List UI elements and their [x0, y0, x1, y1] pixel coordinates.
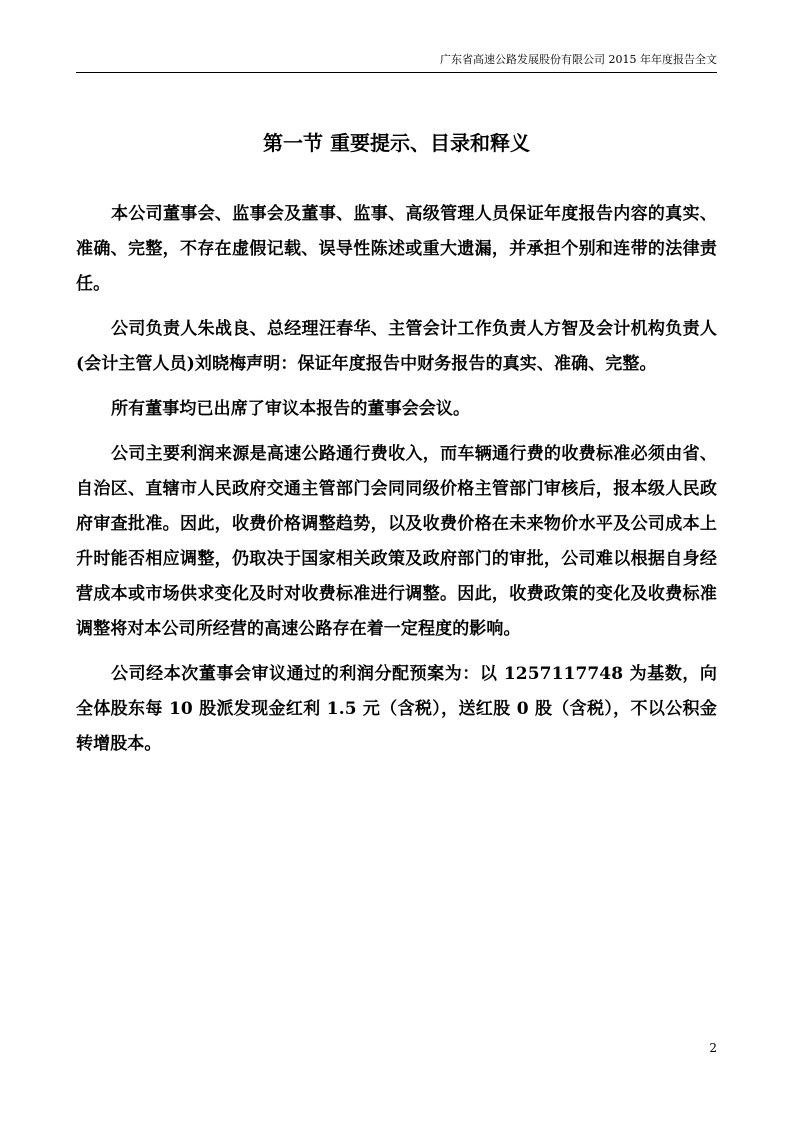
- section-title: 第一节 重要提示、目录和释义: [263, 131, 530, 155]
- paragraph-directors-attendance: 所有董事均已出席了审议本报告的董事会会议。: [111, 399, 471, 419]
- paragraph-board-guarantee: 本公司董事会、监事会及董事、监事、高级管理人员保证年度报告内容的真实、准确、完整，不存在虚假记载、误导性陈述或重大遗漏，并承担个别和连带的法律责任。: [76, 204, 717, 294]
- body-text: [76, 197, 717, 772]
- paragraph-toll-revenue-risk: 公司主要利润来源是高速公路通行费收入，而车辆通行费的收费标准必须由省、自治区、直辖市人民政府交通主管部门会同同级价格主管部门审核后，报本级人民政府审查批准。因此，收费价格调整趋势，以及收费价格在未来物价水平及公司成本上升时能否相应调整，仍取决于国家相关政策及政府部门的审批，公司难以根据自身经营成本或市场供求变化及时对收费标准进行调整。因此，收费政策的变化及收费标准调整将对本公司所经营的高速公路存在着一定程度的影响。: [76, 444, 717, 639]
- header-divider: [76, 72, 717, 73]
- running-header: 广东省高速公路发展股份有限公司 2015 年年度报告全文: [440, 53, 717, 66]
- page-number: 2: [709, 1041, 717, 1055]
- paragraph-profit-distribution: 公司经本次董事会审议通过的利润分配预案为：以 1257117748 为基数，向全体股东每 10 股派发现金红利 1.5 元（含税），送红股 0 股（含税），不以公积金转增股本。: [76, 664, 717, 754]
- paragraph-responsible-persons: 公司负责人朱战良、总经理汪春华、主管会计工作负责人方智及会计机构负责人(会计主管人员)刘晓梅声明：保证年度报告中财务报告的真实、准确、完整。: [76, 319, 717, 374]
